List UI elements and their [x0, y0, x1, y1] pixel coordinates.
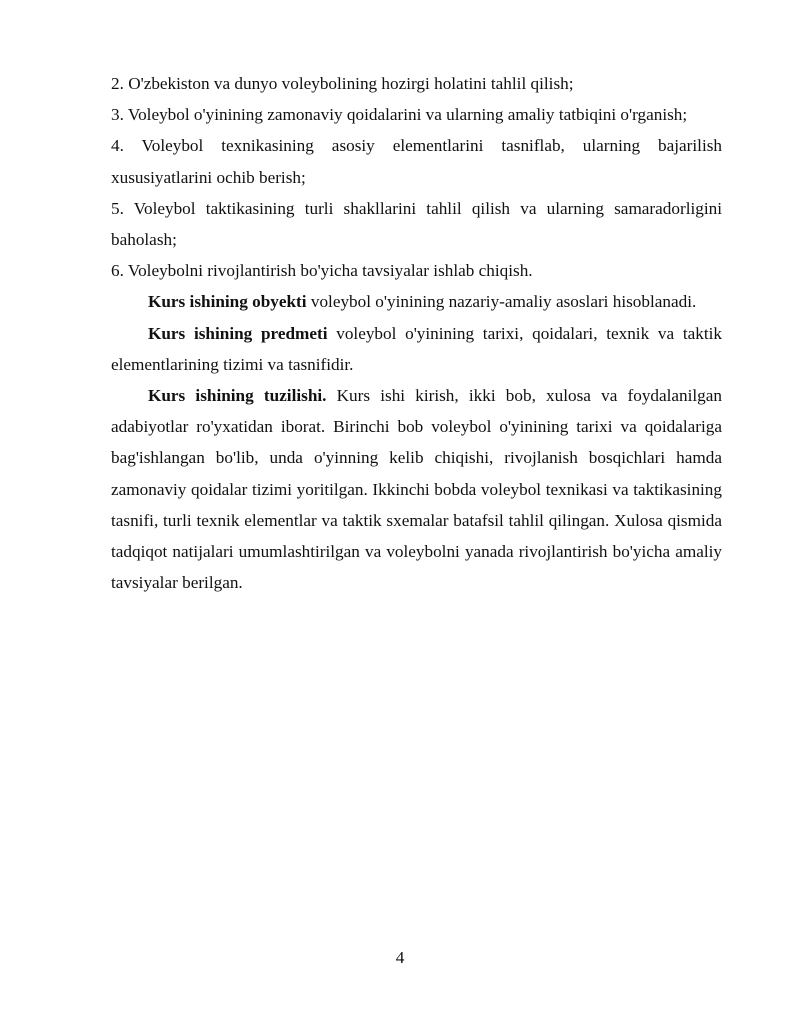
list-item: 6. Voleybolni rivojlantirish bo'yicha tavsiyalar ishlab chiqish. [111, 261, 533, 281]
list-item: 5. Voleybol taktikasining turli shakllarini tahlil qilish va ularning samaradorligini baholash; [111, 198, 722, 250]
page-body [111, 68, 722, 598]
object-text: voleybol o'yinining nazariy-amaliy asoslari hisoblanadi. [306, 292, 697, 312]
list-item: 3. Voleybol o'yinining zamonaviy qoidalarini va ularning amaliy tatbiqini o'rganish; [111, 105, 688, 125]
structure-heading: Kurs ishining tuzilishi. [148, 386, 327, 406]
subject-paragraph [111, 318, 722, 380]
structure-paragraph [111, 380, 722, 598]
list-item: 4. Voleybol texnikasining asosiy elementlarini tasniflab, ularning bajarilish xususiyatlarini ochib berish; [111, 136, 722, 187]
object-heading: Kurs ishining obyekti [148, 292, 307, 312]
page-number: 4 [395, 948, 405, 967]
object-paragraph [111, 286, 722, 317]
subject-heading: Kurs ishining predmeti [148, 323, 328, 343]
list-item: 2. O'zbekiston va dunyo voleybolining hozirgi holatini tahlil qilish; [111, 74, 574, 93]
subject-text: voleybol o'yinining tarixi, qoidalari, texnik va taktik elementlarining tizimi va tasnifidir. [111, 323, 722, 374]
structure-text: Kurs ishi kirish, ikki bob, xulosa va foydalanilgan adabiyotlar ro'yxatidan iborat. Birinchi bob voleybol o'yinining tarixi va qoidalariga bag'ishlangan bo'lib, unda o'yinning kelib chiqishi, rivojlanish bosqichlari hamda zamonaviy qoidalar tizimi yoritilgan. Ikkinchi bobda voleybol texnikasi va taktikasining tasnifi, turli texnik elementlar va taktik sxemalar batafsil tahlil qilingan. Xulosa qismida tadqiqot natijalari umumlashtirilgan va voleybolni yanada rivojlantirish bo'yicha amaliy tavsiyalar berilgan. [111, 386, 722, 593]
